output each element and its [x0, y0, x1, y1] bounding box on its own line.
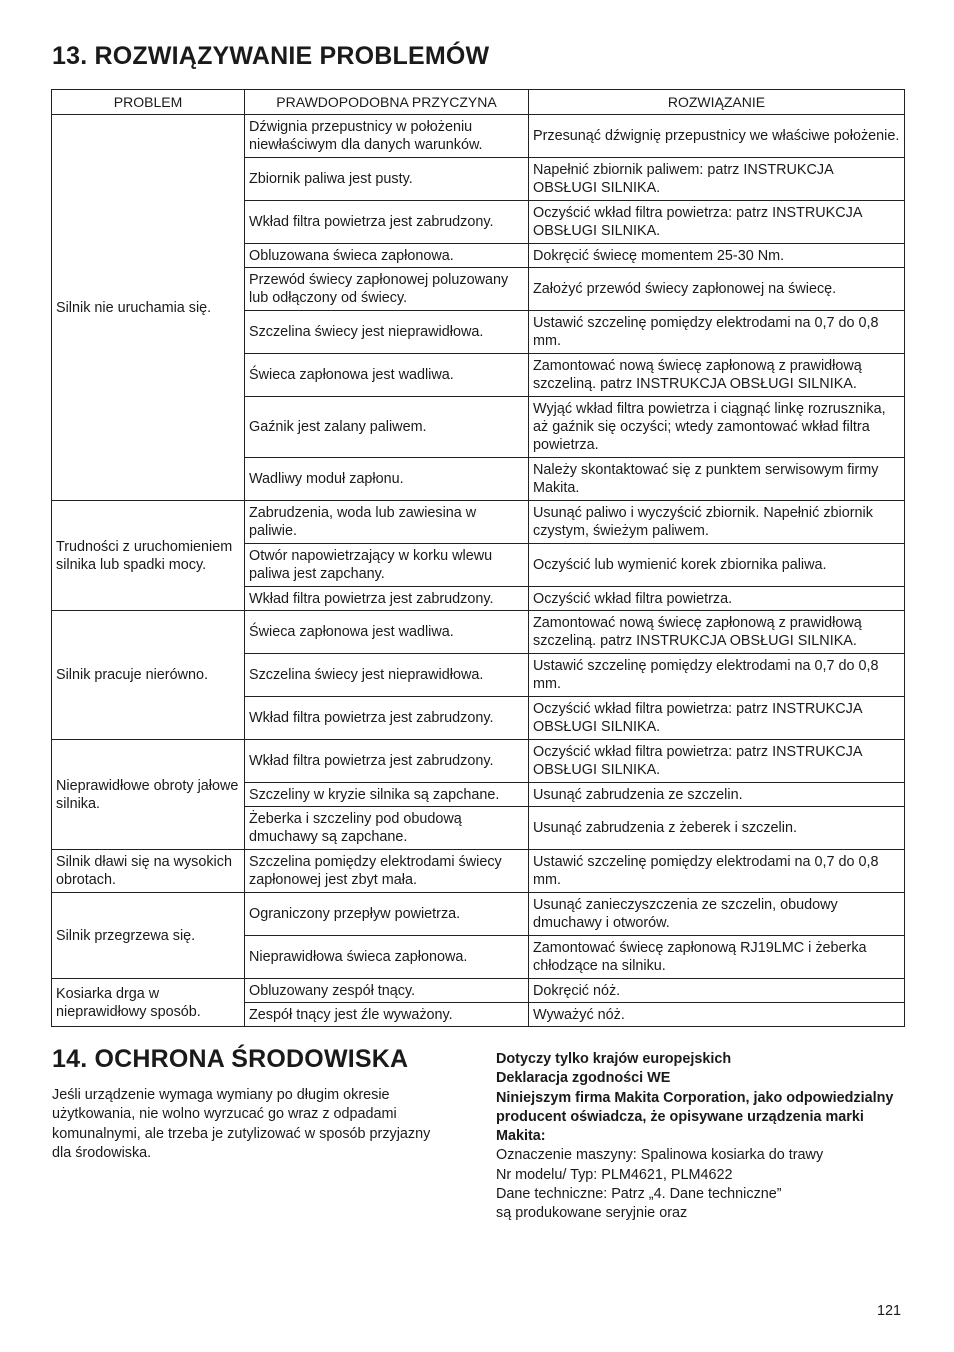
solution-cell: Oczyścić wkład filtra powietrza.	[529, 587, 905, 611]
cause-cell: Zabrudzenia, woda lub zawiesina w paliwie.	[245, 501, 529, 544]
solution-cell: Usunąć zabrudzenia z żeberek i szczelin.	[529, 807, 905, 850]
cause-cell: Dźwignia przepustnicy w położeniu niewłaściwym dla danych warunków.	[245, 115, 529, 158]
solution-cell: Wyważyć nóż.	[529, 1003, 905, 1027]
solution-cell: Ustawić szczelinę pomiędzy elektrodami na 0,7 do 0,8 mm.	[529, 654, 905, 697]
solution-cell: Wyjąć wkład filtra powietrza i ciągnąć linkę rozrusznika, aż gaźnik się oczyści; wtedy zamontować wkład filtra powietrza.	[529, 397, 905, 458]
problem-cell: Silnik nie uruchamia się.	[52, 115, 245, 501]
header-solution: ROZWIĄZANIE	[529, 90, 905, 115]
declaration-line-3: Niniejszym firma Makita Corporation, jako odpowiedzialny producent oświadcza, że opisywane urządzenia marki Makita:	[496, 1089, 894, 1145]
declaration-line-7: są produkowane seryjnie oraz	[496, 1205, 688, 1222]
cause-cell: Wadliwy moduł zapłonu.	[245, 458, 529, 501]
troubleshooting-table	[51, 89, 905, 1027]
table-row	[52, 740, 905, 783]
table-body	[52, 115, 905, 1027]
cause-cell: Nieprawidłowa świeca zapłonowa.	[245, 936, 529, 979]
solution-cell: Usunąć zanieczyszczenia ze szczelin, obudowy dmuchawy i otworów.	[529, 893, 905, 936]
solution-cell: Napełnić zbiornik paliwem: patrz INSTRUKCJA OBSŁUGI SILNIKA.	[529, 158, 905, 201]
solution-cell: Zamontować nową świecę zapłonową z prawidłową szczeliną. patrz INSTRUKCJA OBSŁUGI SILNIKA.	[529, 354, 905, 397]
declaration-line-6: Dane techniczne: Patrz „4. Dane techniczne”	[496, 1186, 782, 1203]
solution-cell: Oczyścić wkład filtra powietrza: patrz INSTRUKCJA OBSŁUGI SILNIKA.	[529, 740, 905, 783]
cause-cell: Świeca zapłonowa jest wadliwa.	[245, 611, 529, 654]
problem-cell: Trudności z uruchomieniem silnika lub spadki mocy.	[52, 501, 245, 611]
cause-cell: Wkład filtra powietrza jest zabrudzony.	[245, 587, 529, 611]
environment-text: Jeśli urządzenie wymaga wymiany po długim okresie użytkowania, nie wolno wyrzucać go wraz z odpadami komunalnymi, ale trzeba je zutylizować w sposób przyjazny dla środowiska.	[52, 1087, 431, 1161]
header-cause: PRAWDOPODOBNA PRZYCZYNA	[245, 90, 529, 115]
table-row	[52, 893, 905, 936]
cause-cell: Ograniczony przepływ powietrza.	[245, 893, 529, 936]
declaration-line-1: Dotyczy tylko krajów europejskich	[496, 1051, 732, 1067]
page-number: 121	[876, 1303, 901, 1319]
problem-cell: Silnik dławi się na wysokich obrotach.	[52, 850, 245, 893]
solution-cell: Dokręcić nóż.	[529, 979, 905, 1003]
solution-cell: Dokręcić świecę momentem 25-30 Nm.	[529, 244, 905, 268]
ec-declaration	[496, 1050, 906, 1224]
solution-cell: Zamontować świecę zapłonową RJ19LMC i żeberka chłodzące na silniku.	[529, 936, 905, 979]
problem-cell: Kosiarka drga w nieprawidłowy sposób.	[52, 979, 245, 1027]
problem-cell: Nieprawidłowe obroty jałowe silnika.	[52, 740, 245, 850]
table-row	[52, 115, 905, 158]
solution-cell: Założyć przewód świecy zapłonowej na świecę.	[529, 268, 905, 311]
cause-cell: Gaźnik jest zalany paliwem.	[245, 397, 529, 458]
solution-cell: Oczyścić wkład filtra powietrza: patrz INSTRUKCJA OBSŁUGI SILNIKA.	[529, 201, 905, 244]
cause-cell: Wkład filtra powietrza jest zabrudzony.	[245, 697, 529, 740]
solution-cell: Usunąć paliwo i wyczyścić zbiornik. Napełnić zbiornik czystym, świeżym paliwem.	[529, 501, 905, 544]
table-row	[52, 979, 905, 1003]
cause-cell: Obluzowana świeca zapłonowa.	[245, 244, 529, 268]
solution-cell: Oczyścić wkład filtra powietrza: patrz INSTRUKCJA OBSŁUGI SILNIKA.	[529, 697, 905, 740]
problem-cell: Silnik pracuje nierówno.	[52, 611, 245, 740]
solution-cell: Ustawić szczelinę pomiędzy elektrodami na 0,7 do 0,8 mm.	[529, 311, 905, 354]
declaration-line-5: Nr modelu/ Typ: PLM4621, PLM4622	[496, 1166, 733, 1183]
section-13-title: 13. ROZWIĄZYWANIE PROBLEMÓW	[52, 42, 490, 70]
section-14-title: 14. OCHRONA ŚRODOWISKA	[52, 1045, 409, 1073]
declaration-line-4: Oznaczenie maszyny: Spalinowa kosiarka do trawy	[496, 1147, 824, 1164]
table-row	[52, 850, 905, 893]
cause-cell: Obluzowany zespół tnący.	[245, 979, 529, 1003]
cause-cell: Wkład filtra powietrza jest zabrudzony.	[245, 740, 529, 783]
solution-cell: Zamontować nową świecę zapłonową z prawidłową szczeliną. patrz INSTRUKCJA OBSŁUGI SILNIKA.	[529, 611, 905, 654]
solution-cell: Przesunąć dźwignię przepustnicy we właściwe położenie.	[529, 115, 905, 158]
solution-cell: Oczyścić lub wymienić korek zbiornika paliwa.	[529, 544, 905, 587]
table-row	[52, 611, 905, 654]
cause-cell: Szczelina świecy jest nieprawidłowa.	[245, 654, 529, 697]
problem-cell: Silnik przegrzewa się.	[52, 893, 245, 979]
cause-cell: Otwór napowietrzający w korku wlewu paliwa jest zapchany.	[245, 544, 529, 587]
cause-cell: Żeberka i szczeliny pod obudową dmuchawy są zapchane.	[245, 807, 529, 850]
solution-cell: Należy skontaktować się z punktem serwisowym firmy Makita.	[529, 458, 905, 501]
cause-cell: Szczelina świecy jest nieprawidłowa.	[245, 311, 529, 354]
table-header-row	[52, 90, 905, 115]
declaration-line-2: Deklaracja zgodności WE	[496, 1070, 671, 1087]
cause-cell: Świeca zapłonowa jest wadliwa.	[245, 354, 529, 397]
cause-cell: Szczeliny w kryzie silnika są zapchane.	[245, 783, 529, 807]
solution-cell: Usunąć zabrudzenia ze szczelin.	[529, 783, 905, 807]
cause-cell: Zespół tnący jest źle wyważony.	[245, 1003, 529, 1027]
cause-cell: Wkład filtra powietrza jest zabrudzony.	[245, 201, 529, 244]
header-problem: PROBLEM	[52, 90, 245, 115]
cause-cell: Zbiornik paliwa jest pusty.	[245, 158, 529, 201]
table-row	[52, 501, 905, 544]
solution-cell: Ustawić szczelinę pomiędzy elektrodami na 0,7 do 0,8 mm.	[529, 850, 905, 893]
cause-cell: Przewód świecy zapłonowej poluzowany lub odłączony od świecy.	[245, 268, 529, 311]
cause-cell: Szczelina pomiędzy elektrodami świecy zapłonowej jest zbyt mała.	[245, 850, 529, 893]
